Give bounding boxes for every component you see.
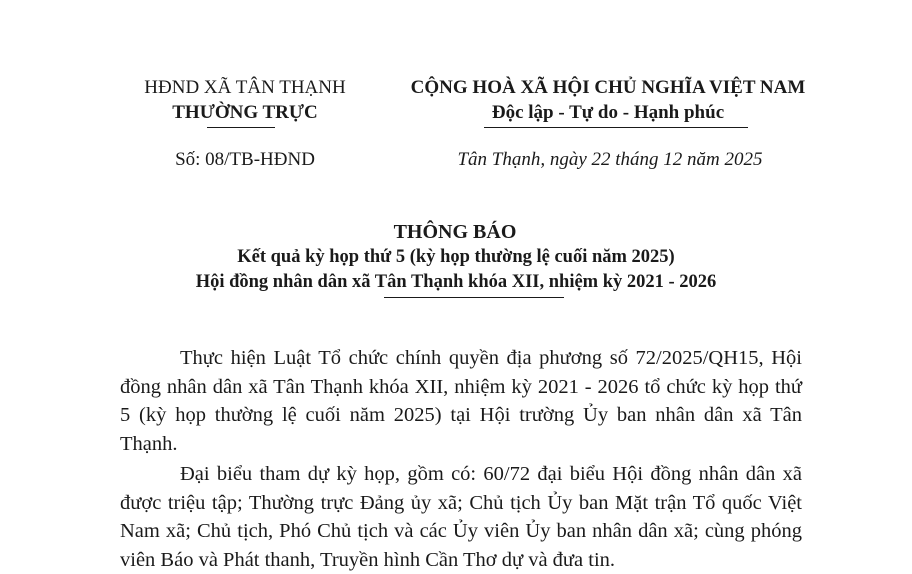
subtitle-2-prefix: Hội đồng nhân dân xã	[195, 272, 375, 292]
issuing-organization: HĐND XÃ TÂN THẠNH	[144, 77, 346, 98]
document-subtitle-1: Kết quả kỳ họp thứ 5 (kỳ họp thường lệ cuối năm 2025)	[237, 247, 675, 267]
subtitle-2-underlined: Tân Thạnh khóa XII	[374, 272, 540, 292]
national-motto: Độc lập - Tự do - Hạnh phúc	[491, 102, 725, 123]
document-title: THÔNG BÁO	[393, 221, 517, 243]
national-title: CỘNG HOÀ XÃ HỘI CHỦ NGHĨA VIỆT NAM	[410, 77, 806, 98]
body-paragraph-1: Thực hiện Luật Tổ chức chính quyền địa phương số 72/2025/QH15, Hội đồng nhân dân xã Tân Thạnh khóa XII, nhiệm kỳ 2021 - 2026 tổ chức kỳ họp thứ 5 (kỳ họp thường lệ cuối năm 2025) tại Hội trường Ủy ban nhân dân xã Tân Thạnh.	[120, 347, 802, 455]
title-underline	[384, 297, 564, 298]
document-subtitle-2	[0, 273, 912, 292]
document-number: Số: 08/TB-HĐND	[175, 149, 315, 170]
place-and-date: Tân Thạnh, ngày 22 tháng 12 năm 2025	[457, 149, 763, 170]
body-paragraph-2: Đại biểu tham dự kỳ họp, gồm có: 60/72 đại biểu Hội đồng nhân dân xã được triệu tập; Thường trực Đảng ủy xã; Chủ tịch Ủy ban Mặt trận Tổ quốc Việt Nam xã; Chủ tịch, Phó Chủ tịch và các Ủy viên Ủy ban nhân dân xã; cùng phóng viên Báo và Phát thanh, Truyền hình Cần Thơ dự và đưa tin.	[120, 463, 802, 571]
motto-underline	[484, 127, 748, 128]
org-underline	[207, 127, 275, 128]
issuing-body: THƯỜNG TRỰC	[172, 102, 318, 123]
subtitle-2-suffix: , nhiệm kỳ 2021 - 2026	[539, 272, 717, 292]
